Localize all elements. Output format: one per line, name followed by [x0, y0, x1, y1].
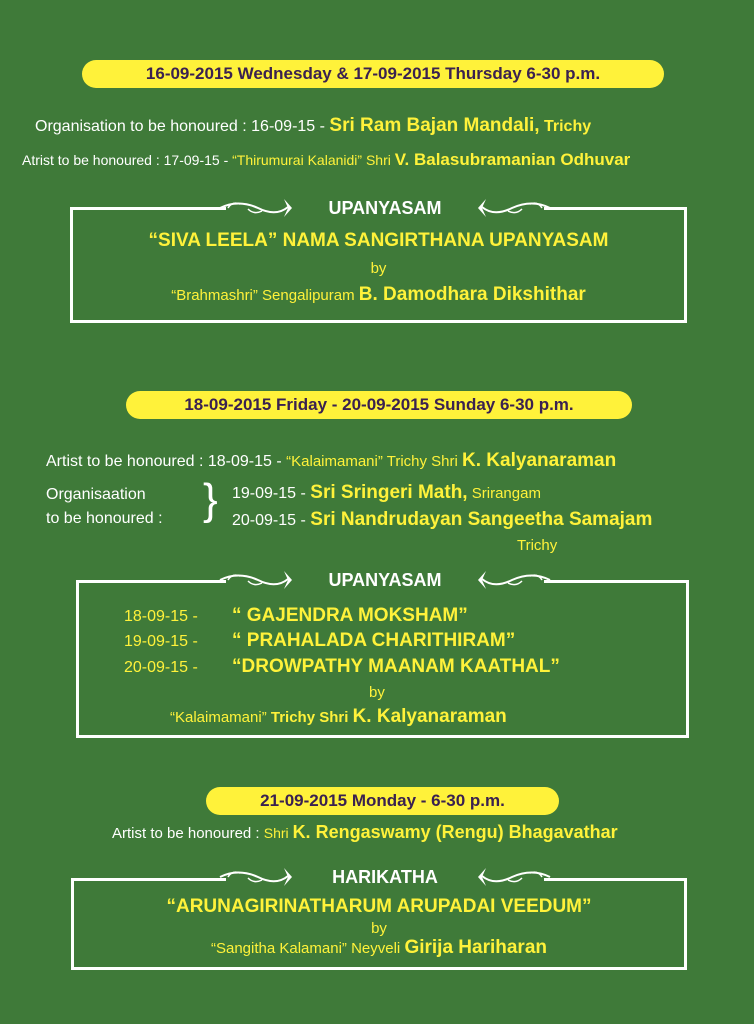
program-title-1: “SIVA LEELA” NAMA SANGIRTHANA UPANYASAM	[148, 230, 609, 251]
org-place: Srirangam	[467, 485, 541, 502]
performer-2	[170, 706, 507, 728]
org-label: Organisation to be honoured : 16-09-15 -	[35, 118, 330, 135]
artist-title: Shri	[263, 825, 293, 841]
box-title-2	[226, 567, 544, 593]
artist-name: K. Kalyanaraman	[462, 450, 617, 471]
performer-1	[70, 284, 687, 306]
date-banner-2: 18-09-2015 Friday - 20-09-2015 Sunday 6-30 p.m.	[126, 391, 632, 419]
box-title-3	[226, 864, 544, 890]
performer-name: B. Damodhara Dikshithar	[358, 284, 586, 305]
artist-honour-line-2	[46, 450, 616, 472]
org-date: 19-09-15 -	[232, 485, 311, 502]
org-label-line-1: Organisaation	[46, 486, 146, 503]
org-place-2b: Trichy	[517, 537, 558, 554]
artist-title: “Thirumurai Kalanidi” Shri	[232, 152, 395, 168]
artist-title: “Kalaimamani” Trichy Shri	[286, 453, 463, 470]
program-title: “DROWPATHY MAANAM KAATHAL”	[232, 656, 560, 677]
brace: }	[203, 475, 218, 524]
program-title: “ PRAHALADA CHARITHIRAM”	[232, 630, 516, 651]
ornament-right-icon	[472, 864, 552, 890]
program-date: 18-09-15 -	[124, 608, 198, 625]
date-banner-1: 16-09-2015 Wednesday & 17-09-2015 Thursday 6-30 p.m.	[82, 60, 664, 88]
program-date: 19-09-15 -	[124, 633, 198, 650]
artist-name: K. Rengaswamy (Rengu) Bhagavathar	[292, 822, 618, 842]
artist-label: Artist to be honoured :	[112, 825, 264, 842]
box-title-text: HARIKATHA	[332, 867, 438, 887]
program-title-3: “ARUNAGIRINATHARUM ARUPADAI VEEDUM”	[166, 896, 592, 917]
org-line-2a	[232, 482, 541, 504]
performer-3	[71, 937, 687, 959]
performer-title: “Brahmashri” Sengalipuram	[171, 287, 359, 304]
program-row	[124, 605, 468, 627]
performer-title: “Kalaimamani”	[170, 709, 271, 726]
by-3: by	[371, 920, 387, 937]
org-name: Sri Nandrudayan Sangeetha Samajam	[310, 509, 653, 530]
box-title-text: UPANYASAM	[328, 570, 442, 590]
by-1: by	[370, 260, 387, 277]
org-place: Trichy	[539, 118, 592, 135]
program-title: “ GAJENDRA MOKSHAM”	[232, 605, 468, 626]
org-label-block	[46, 483, 163, 531]
artist-name: V. Balasubramanian Odhuvar	[394, 150, 631, 169]
ornament-right-icon	[472, 567, 552, 593]
artist-label: Artist to be honoured : 18-09-15 -	[46, 453, 287, 470]
program-row	[124, 656, 560, 678]
program-date: 20-09-15 -	[124, 659, 198, 676]
ornament-left-icon	[218, 195, 298, 221]
box-title-text: UPANYASAM	[328, 198, 442, 218]
performer-title: “Sangitha Kalamani” Neyveli	[211, 940, 405, 957]
box-title-1	[226, 195, 544, 221]
ornament-left-icon	[218, 864, 298, 890]
performer-name: Girija Hariharan	[404, 937, 547, 958]
artist-label: Atrist to be honoured : 17-09-15 -	[22, 152, 233, 168]
org-line-2b	[232, 509, 652, 531]
org-honour-line-1	[35, 115, 591, 137]
program-row	[124, 630, 515, 652]
by-2: by	[369, 684, 385, 701]
date-banner-3: 21-09-2015 Monday - 6-30 p.m.	[206, 787, 559, 815]
ornament-right-icon	[472, 195, 552, 221]
performer-mid: Trichy Shri	[270, 709, 353, 726]
org-name: Sri Ram Bajan Mandali,	[329, 115, 540, 136]
org-date: 20-09-15 -	[232, 512, 311, 529]
performer-name: K. Kalyanaraman	[352, 706, 507, 727]
artist-honour-line-1	[22, 150, 630, 170]
artist-honour-line-3	[112, 822, 618, 843]
org-name: Sri Sringeri Math,	[310, 482, 468, 503]
org-label-line-2: to be honoured :	[46, 510, 163, 527]
ornament-left-icon	[218, 567, 298, 593]
